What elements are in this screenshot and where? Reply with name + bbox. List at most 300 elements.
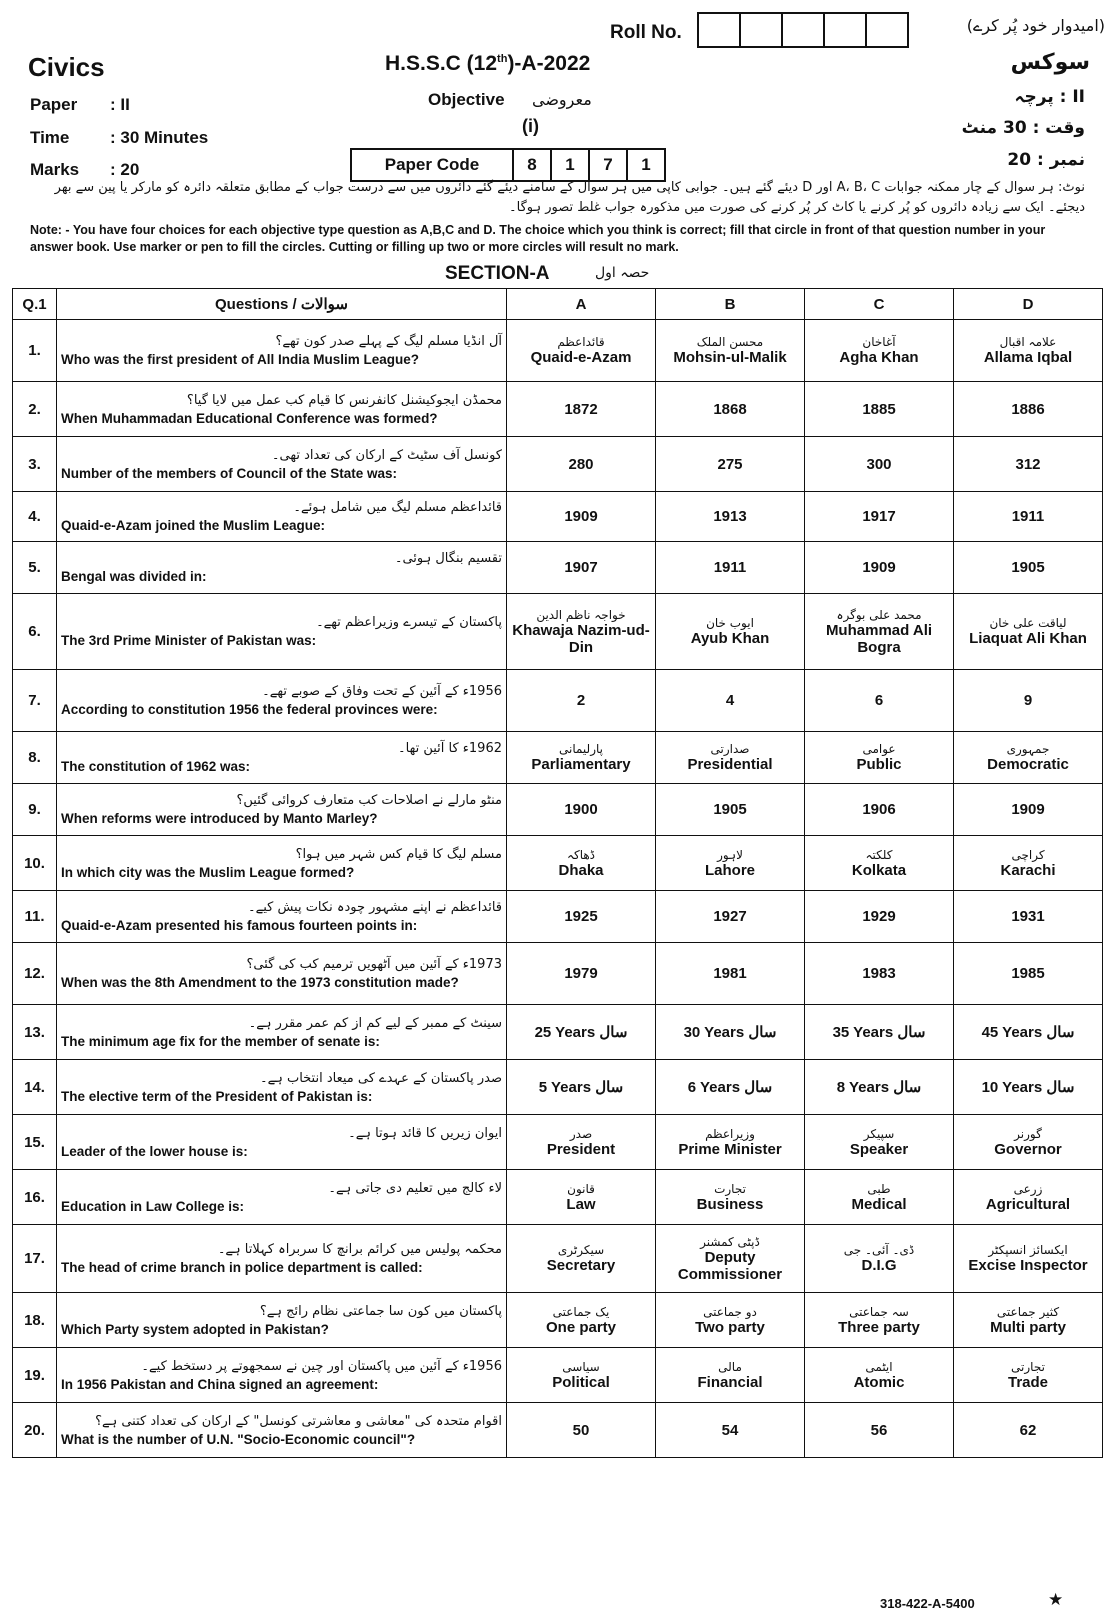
option-a-cell — [507, 542, 656, 594]
option-a-text: 280 — [568, 455, 594, 473]
option-b-text: Mohsin-ul-Malik — [673, 349, 787, 366]
option-a-text: 1900 — [564, 801, 598, 818]
time-value: : 30 Minutes — [110, 128, 209, 147]
header-option-d: D — [954, 289, 1103, 320]
question-cell — [57, 1348, 507, 1403]
option-a-text: Dhaka — [558, 861, 604, 879]
option-b-text: Presidential — [687, 756, 773, 773]
option-d-cell — [954, 542, 1103, 594]
option-b-cell — [656, 943, 805, 1005]
option-d-cell — [954, 1348, 1103, 1403]
option-a-text: 1872 — [564, 400, 598, 418]
option-a-cell — [507, 784, 656, 836]
question-text: Bengal was divided in: — [61, 569, 207, 584]
option-d-cell — [954, 1293, 1103, 1348]
question-text-urdu: تقسیم بنگال ہوئی۔ — [394, 551, 502, 566]
option-c-text: Three party — [838, 1318, 920, 1336]
option-d-urdu: زرعی — [1013, 1181, 1043, 1196]
option-a-urdu: خواجہ ناظم الدین — [536, 607, 626, 622]
question-number: 10. — [13, 836, 57, 891]
option-c-text: 1909 — [862, 559, 896, 576]
option-d-cell — [954, 891, 1103, 943]
question-text-urdu: کونسل آف سٹیٹ کے ارکان کی تعداد تھی۔ — [271, 447, 502, 463]
option-a-text: 50 — [572, 1421, 590, 1439]
roll-number-label: Roll No. — [610, 22, 682, 43]
table-row — [13, 1170, 1103, 1225]
question-text-urdu: 1956ء کے آئین میں پاکستان اور چین نے سمجھوتے پر دستخط کیے۔ — [141, 1358, 502, 1374]
question-cell — [57, 1403, 507, 1458]
subject-title: Civics — [28, 52, 105, 82]
option-c-cell — [805, 784, 954, 836]
option-b-cell — [656, 594, 805, 670]
question-cell — [57, 382, 507, 437]
option-a-text: 2 — [576, 692, 586, 709]
option-c-cell — [805, 1225, 954, 1293]
option-c-cell — [805, 670, 954, 732]
option-a-cell — [507, 1403, 656, 1458]
question-number: 4. — [13, 492, 57, 542]
option-c-cell — [805, 836, 954, 891]
option-b-text: 1911 — [713, 559, 747, 576]
option-b-cell — [656, 1225, 805, 1293]
option-a-cell — [507, 437, 656, 492]
option-c-urdu: کلکتہ — [865, 847, 893, 862]
option-b-cell — [656, 1348, 805, 1403]
question-text-urdu: 1973ء کے آئین میں آٹھویں ترمیم کب کی گئی؟ — [246, 957, 502, 972]
option-a-cell — [507, 492, 656, 542]
option-b-cell — [656, 1005, 805, 1060]
option-a-text: One party — [545, 1318, 617, 1336]
option-a-cell — [507, 320, 656, 382]
option-d-cell — [954, 732, 1103, 784]
question-number: 12. — [13, 943, 57, 1005]
option-a-cell — [507, 1293, 656, 1348]
marks-value: : 20 — [110, 160, 140, 179]
option-a-urdu: پارلیمانی — [558, 742, 603, 756]
option-c-cell — [805, 1060, 954, 1115]
question-cell — [57, 670, 507, 732]
question-number: 6. — [13, 594, 57, 670]
marks-urdu: نمبر : 20 — [1007, 150, 1085, 170]
table-row — [13, 1293, 1103, 1348]
question-number: 1. — [13, 320, 57, 382]
option-d-text: Agricultural — [985, 1195, 1071, 1213]
question-cell — [57, 594, 507, 670]
question-text: Which Party system adopted in Pakistan? — [61, 1321, 329, 1337]
option-b-text: 1913 — [713, 508, 747, 525]
question-text: Number of the members of Council of the State was: — [61, 465, 398, 481]
question-text-urdu: لاء کالج میں تعلیم دی جاتی ہے۔ — [328, 1180, 502, 1196]
question-text: The head of crime branch in police department is called: — [61, 1260, 423, 1275]
option-b-urdu: مالی — [718, 1359, 742, 1374]
option-c-text: 1906 — [862, 801, 896, 818]
option-d-cell — [954, 1403, 1103, 1458]
option-d-text: 1911 — [1011, 508, 1045, 525]
option-c-text: D.I.G — [861, 1257, 897, 1274]
question-text: The constitution of 1962 was: — [61, 759, 251, 774]
option-b-cell — [656, 670, 805, 732]
option-a-text: Secretary — [546, 1257, 616, 1274]
option-d-cell — [954, 670, 1103, 732]
objective-label: Objective — [428, 90, 505, 109]
option-a-cell — [507, 1170, 656, 1225]
option-a-urdu: قانون — [567, 1181, 595, 1196]
option-d-text: 1931 — [1011, 908, 1045, 925]
option-d-urdu: کراچی — [1011, 847, 1045, 862]
option-a-text: Political — [552, 1373, 610, 1391]
option-d-text: 1909 — [1011, 801, 1045, 818]
option-a-text: Khawaja Nazim-ud-Din — [512, 621, 650, 656]
question-cell — [57, 1115, 507, 1170]
table-row — [13, 1403, 1103, 1458]
question-text: In which city was the Muslim League formed? — [61, 864, 355, 880]
option-b-text: 1981 — [713, 965, 747, 982]
option-b-cell — [656, 1115, 805, 1170]
option-d-text: 1985 — [1011, 965, 1045, 982]
question-text-urdu: 1962ء کا آئین تھا۔ — [398, 741, 502, 756]
table-row — [13, 382, 1103, 437]
option-c-text: 1885 — [862, 400, 896, 418]
question-text-urdu: اقوام متحدہ کی "معاشی و معاشرتی کونسل" کے ارکان کی تعداد کتنی ہے؟ — [95, 1413, 502, 1429]
option-c-text: Agha Khan — [839, 349, 919, 366]
option-d-cell — [954, 492, 1103, 542]
option-a-cell — [507, 891, 656, 943]
question-text-urdu: آل انڈیا مسلم لیگ کے پہلے صدر کون تھے؟ — [275, 334, 502, 349]
option-b-urdu: تجارت — [714, 1181, 746, 1196]
option-c-urdu: ایٹمی — [865, 1359, 893, 1374]
question-cell — [57, 1060, 507, 1115]
question-number: 19. — [13, 1348, 57, 1403]
option-b-text: Lahore — [704, 861, 755, 879]
option-c-cell — [805, 1005, 954, 1060]
roll-number-box[interactable] — [823, 12, 865, 48]
question-text-urdu: قائداعظم مسلم لیگ میں شامل ہوئے۔ — [293, 500, 502, 515]
option-a-text: President — [546, 1140, 616, 1158]
star-icon: ★ — [1048, 1590, 1064, 1609]
option-c-cell — [805, 1115, 954, 1170]
option-b-text: 30 Years سال — [683, 1024, 777, 1041]
option-d-cell — [954, 1005, 1103, 1060]
option-c-cell — [805, 437, 954, 492]
instructions-english: Note: - You have four choices for each objective type question as A,B,C and D. The choice which you think is correct; fill that circle in front of that question number in your answer book. Use marker or pen to fill the circles. Cutting or filling up two or more circles will result no mark. — [30, 223, 1046, 254]
option-b-text: 6 Years سال — [687, 1079, 773, 1096]
question-number: 2. — [13, 382, 57, 437]
table-row — [13, 1348, 1103, 1403]
paper-code-digit: 1 — [552, 150, 590, 180]
option-c-cell — [805, 1348, 954, 1403]
paper-label: Paper — [30, 95, 78, 114]
paper-code-digit: 1 — [641, 155, 651, 174]
option-a-text: Parliamentary — [531, 756, 631, 773]
table-row — [13, 784, 1103, 836]
option-b-cell — [656, 542, 805, 594]
option-a-urdu: یک جماعتی — [552, 1304, 610, 1319]
option-a-cell — [507, 1225, 656, 1293]
option-c-text: 56 — [870, 1421, 888, 1439]
option-c-urdu: آغاخان — [862, 335, 896, 349]
option-d-urdu: گورنر — [1014, 1126, 1042, 1141]
table-row — [13, 437, 1103, 492]
option-c-cell — [805, 1170, 954, 1225]
option-c-text: Medical — [851, 1195, 907, 1213]
header-option-b: B — [656, 289, 805, 320]
option-c-text: Speaker — [849, 1140, 909, 1158]
option-b-cell — [656, 382, 805, 437]
option-b-urdu: لاہور — [717, 847, 743, 862]
option-b-cell — [656, 1403, 805, 1458]
option-c-cell — [805, 382, 954, 437]
question-text-urdu: صدر پاکستان کے عہدے کی میعاد انتخاب ہے۔ — [259, 1070, 502, 1086]
option-a-cell — [507, 943, 656, 1005]
option-d-text: Liaquat Ali Khan — [969, 630, 1087, 647]
option-a-cell — [507, 594, 656, 670]
question-text-urdu: محمڈن ایجوکیشنل کانفرنس کا قیام کب عمل میں لایا گیا؟ — [186, 392, 502, 408]
option-d-text: Governor — [994, 1140, 1062, 1158]
question-number: 3. — [13, 437, 57, 492]
option-d-text: Excise Inspector — [968, 1257, 1088, 1274]
question-text: When Muhammadan Educational Conference was formed? — [61, 410, 438, 426]
option-c-cell — [805, 542, 954, 594]
option-c-text: 1929 — [862, 908, 896, 925]
option-c-text: 6 — [874, 692, 884, 709]
option-b-cell — [656, 784, 805, 836]
option-d-text: Democratic — [987, 756, 1069, 773]
option-d-cell — [954, 1225, 1103, 1293]
option-c-cell — [805, 492, 954, 542]
option-d-text: 312 — [1015, 455, 1041, 473]
option-d-text: 62 — [1019, 1421, 1037, 1439]
question-text: In 1956 Pakistan and China signed an agreement: — [61, 1376, 379, 1392]
question-text: The elective term of the President of Pakistan is: — [61, 1088, 373, 1104]
time-label: Time — [30, 128, 70, 147]
section-title-urdu: حصہ اول — [595, 265, 650, 281]
question-cell — [57, 1005, 507, 1060]
table-row — [13, 836, 1103, 891]
question-number: 17. — [13, 1225, 57, 1293]
question-number: 8. — [13, 732, 57, 784]
marks-label: Marks — [30, 160, 80, 179]
option-d-urdu: لیاقت علی خان — [989, 616, 1067, 630]
time-urdu: وقت : 30 منٹ — [961, 118, 1085, 138]
roll-number-box[interactable] — [781, 12, 823, 48]
option-a-cell — [507, 1060, 656, 1115]
option-b-text: 1905 — [713, 801, 747, 818]
option-b-text: 1927 — [713, 908, 747, 925]
question-text-urdu: محکمہ پولیس میں کرائم برانچ کا سربراہ کہلاتا ہے۔ — [217, 1242, 502, 1257]
option-c-cell — [805, 320, 954, 382]
question-cell — [57, 1170, 507, 1225]
question-text-urdu: قائداعظم نے اپنے مشہور چودہ نکات پیش کیے۔ — [247, 900, 502, 915]
option-d-cell — [954, 1170, 1103, 1225]
question-number: 9. — [13, 784, 57, 836]
question-text: When was the 8th Amendment to the 1973 constitution made? — [61, 975, 459, 990]
option-c-text: 300 — [866, 455, 892, 473]
option-d-cell — [954, 320, 1103, 382]
option-b-urdu: ایوب خان — [706, 616, 754, 630]
questions-body — [13, 320, 1103, 1458]
option-c-cell — [805, 732, 954, 784]
option-b-text: Business — [696, 1195, 764, 1213]
option-b-urdu: ڈپٹی کمشنر — [700, 1234, 760, 1249]
option-c-cell — [805, 943, 954, 1005]
option-a-text: 5 Years سال — [538, 1079, 624, 1096]
option-d-cell — [954, 437, 1103, 492]
option-a-urdu: صدر — [569, 1126, 593, 1141]
paper-part-number: (i) — [522, 116, 539, 136]
option-c-urdu: سپیکر — [863, 1126, 895, 1141]
question-number: 7. — [13, 670, 57, 732]
question-text: What is the number of U.N. "Socio-Economic council"? — [61, 1431, 416, 1447]
option-d-cell — [954, 382, 1103, 437]
option-b-cell — [656, 437, 805, 492]
option-b-text: Deputy Commissioner — [677, 1248, 783, 1283]
option-d-cell — [954, 1115, 1103, 1170]
question-cell — [57, 1225, 507, 1293]
option-c-cell — [805, 594, 954, 670]
option-a-text: 1907 — [564, 559, 598, 576]
roll-number-box[interactable] — [865, 12, 909, 48]
option-d-cell — [954, 943, 1103, 1005]
option-d-text: 1905 — [1011, 559, 1045, 576]
header-questions: Questions / سوالات — [57, 289, 507, 320]
option-a-cell — [507, 1348, 656, 1403]
table-row — [13, 732, 1103, 784]
paper-value: : II — [110, 95, 130, 114]
option-d-cell — [954, 784, 1103, 836]
option-a-text: 1909 — [564, 508, 598, 525]
table-row — [13, 1225, 1103, 1293]
option-c-text: 1983 — [862, 965, 896, 982]
option-a-urdu: سیکرٹری — [557, 1243, 605, 1257]
question-text: When reforms were introduced by Manto Marley? — [61, 811, 378, 826]
header-question-number: Q.1 — [13, 289, 57, 320]
question-text: Leader of the lower house is: — [61, 1143, 248, 1159]
option-a-cell — [507, 382, 656, 437]
question-text: The minimum age fix for the member of senate is: — [61, 1033, 380, 1049]
question-cell — [57, 542, 507, 594]
question-cell — [57, 784, 507, 836]
roll-number-boxes[interactable] — [697, 12, 909, 48]
question-text-urdu: پاکستان میں کون سا جماعتی نظام رائج ہے؟ — [259, 1303, 502, 1319]
option-a-cell — [507, 1115, 656, 1170]
option-b-urdu: وزیراعظم — [705, 1126, 755, 1141]
option-a-urdu: ڈھاکہ — [566, 847, 596, 862]
option-b-text: 4 — [725, 692, 735, 709]
header-option-c: C — [805, 289, 954, 320]
option-a-text: Quaid-e-Azam — [530, 349, 632, 366]
option-a-text: 25 Years سال — [534, 1024, 628, 1041]
question-number: 18. — [13, 1293, 57, 1348]
question-cell — [57, 732, 507, 784]
question-cell — [57, 437, 507, 492]
exam-title: H.S.S.C (12th)-A-2022 — [385, 52, 591, 75]
option-c-text: Kolkata — [851, 861, 907, 879]
option-c-urdu: عوامی — [862, 742, 896, 756]
header-option-a: A — [507, 289, 656, 320]
option-b-text: 275 — [717, 455, 743, 473]
question-text: According to constitution 1956 the federal provinces were: — [61, 702, 438, 717]
question-text: Education in Law College is: — [61, 1198, 245, 1214]
option-c-text: 8 Years سال — [836, 1079, 922, 1096]
instructions-urdu: نوٹ: ہر سوال کے چار ممکنہ جوابات A، B، C اور D دیئے گئے ہیں۔ جوابی کاپی میں ہر سوال کے سامنے دیئے گئے دائروں میں سے درست جواب کے مطابق متعلقہ دائرہ کو مارکر یا پین سے بھر دیجئے۔ ایک سے زیادہ دائروں کو پُر کرنے یا کاٹ کر پُر کرنے کی صورت میں مذکورہ جواب غلط تصور ہوگا۔ — [54, 180, 1085, 215]
option-b-cell — [656, 1060, 805, 1115]
table-row — [13, 1060, 1103, 1115]
option-b-text: 54 — [721, 1421, 739, 1439]
table-row — [13, 670, 1103, 732]
option-b-text: Ayub Khan — [690, 630, 770, 647]
option-a-text: Law — [566, 1195, 596, 1213]
option-d-text: Allama Iqbal — [983, 349, 1073, 366]
questions-table — [12, 288, 1103, 1458]
option-d-urdu: تجارتی — [1011, 1359, 1045, 1374]
option-d-cell — [954, 594, 1103, 670]
paper-code-digit: 7 — [590, 150, 628, 180]
roll-number-box[interactable] — [697, 12, 739, 48]
option-d-text: 9 — [1023, 692, 1033, 709]
option-a-urdu: سیاسی — [562, 1359, 600, 1374]
option-a-cell — [507, 670, 656, 732]
question-number: 20. — [13, 1403, 57, 1458]
option-d-urdu: ایکسائز انسپکٹر — [988, 1243, 1068, 1257]
option-d-text: 10 Years سال — [981, 1079, 1075, 1096]
table-row — [13, 943, 1103, 1005]
table-row — [13, 594, 1103, 670]
option-d-urdu: کثیر جماعتی — [996, 1304, 1060, 1319]
subject-title-urdu: سوکس — [1010, 50, 1090, 75]
question-number: 14. — [13, 1060, 57, 1115]
option-c-text: Muhammad Ali Bogra — [825, 621, 933, 656]
option-b-cell — [656, 1170, 805, 1225]
option-d-text: 45 Years سال — [981, 1024, 1075, 1041]
question-text: Who was the first president of All India Muslim League? — [61, 352, 420, 367]
question-text-urdu: پاکستان کے تیسرے وزیراعظم تھے۔ — [316, 615, 502, 630]
objective-label-urdu: معروضی — [532, 90, 592, 109]
table-row — [13, 320, 1103, 382]
option-b-urdu: محسن الملک — [696, 335, 764, 349]
question-number: 15. — [13, 1115, 57, 1170]
paper-code-label: Paper Code — [352, 150, 514, 180]
question-text-urdu: 1956ء کے آئین کے تحت وفاق کے صوبے تھے۔ — [262, 684, 502, 699]
question-cell — [57, 836, 507, 891]
question-text: Quaid-e-Azam presented his famous fourteen points in: — [61, 918, 418, 933]
option-a-urdu: قائداعظم — [557, 335, 605, 349]
option-b-cell — [656, 492, 805, 542]
section-title: SECTION-A — [445, 263, 550, 284]
question-number: 16. — [13, 1170, 57, 1225]
question-number: 13. — [13, 1005, 57, 1060]
option-c-urdu: ڈی۔ آئی۔ جی — [843, 1243, 915, 1257]
paper-urdu: II : پرچہ — [1014, 87, 1085, 107]
paper-code-box — [350, 148, 666, 182]
question-text-urdu: ایوان زیریں کا قائد ہوتا ہے۔ — [348, 1125, 502, 1141]
option-d-text: Multi party — [990, 1318, 1066, 1336]
option-d-text: 1886 — [1011, 400, 1045, 418]
option-b-text: 1868 — [713, 400, 747, 418]
option-c-urdu: محمد علی بوگرہ — [836, 607, 922, 622]
option-b-cell — [656, 320, 805, 382]
option-a-cell — [507, 1005, 656, 1060]
option-c-cell — [805, 1403, 954, 1458]
roll-number-urdu-note: (امیدوار خود پُر کرے) — [966, 16, 1105, 35]
option-c-urdu: سہ جماعتی — [849, 1304, 909, 1319]
option-c-cell — [805, 891, 954, 943]
option-b-urdu: دو جماعتی — [703, 1304, 757, 1319]
question-text: The 3rd Prime Minister of Pakistan was: — [61, 633, 317, 648]
option-c-cell — [805, 1293, 954, 1348]
option-d-text: Trade — [1007, 1373, 1049, 1391]
roll-number-box[interactable] — [739, 12, 781, 48]
question-cell — [57, 492, 507, 542]
